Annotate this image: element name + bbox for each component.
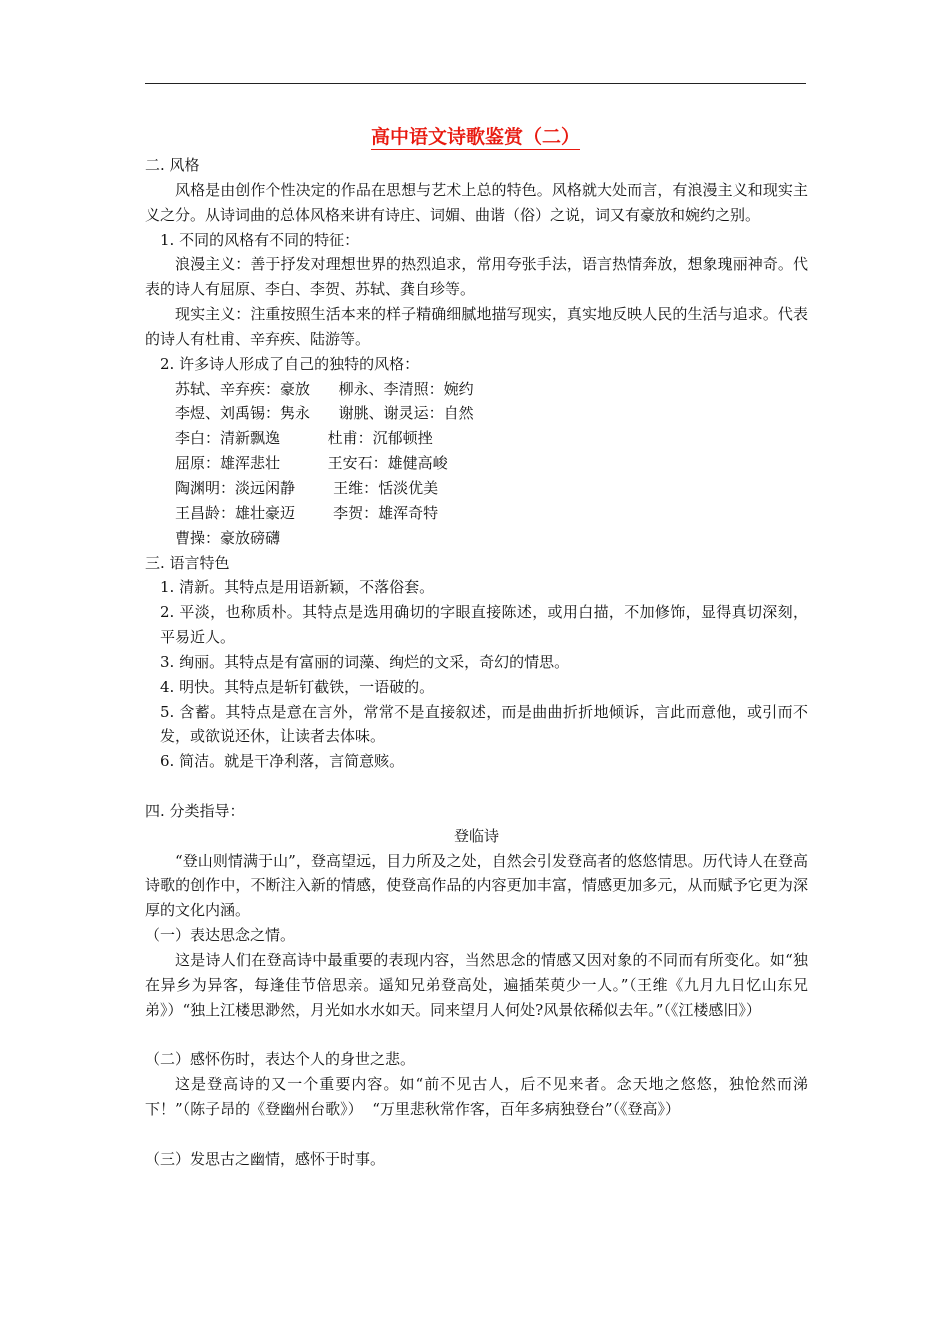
- category-heading-2: （二）感怀伤时，表达个人的身世之悲。: [145, 1050, 416, 1069]
- language-item: 5. 含蓄。其特点是意在言外，常常不是直接叙述，而是曲曲折折地倾诉，言此而意他，或引而不发，或欲说还休，让读者去体味。: [160, 702, 808, 746]
- poet-style-line: 陶渊明：淡远闲静 王维：恬淡优美: [175, 478, 439, 497]
- subsection-title: 登临诗: [453, 826, 499, 845]
- poet-style-line: 王昌龄：雄壮豪迈 李贺：雄浑奇特: [175, 503, 439, 522]
- romanticism-paragraph: 浪漫主义：善于抒发对理想世界的热烈追求，常用夸张手法，语言热情奔放，想象瑰丽神奇。代表的诗人有屈原、李白、李贺、苏轼、龚自珍等。: [145, 255, 808, 299]
- spacer: [145, 1122, 808, 1147]
- section-heading-style: 二. 风格: [145, 156, 200, 174]
- poet-style-line: 苏轼、辛弃疾：豪放 柳永、李清照：婉约: [175, 379, 474, 398]
- section-heading-guidance: 四. 分类指导：: [145, 801, 245, 820]
- document-body: [145, 153, 808, 1172]
- category-body-2: 这是登高诗的又一个重要内容。如“前不见古人，后不见来者。念天地之悠悠，独怆然而涕下！”（陈子昂的《登幽州台歌》） “万里悲秋常作客，百年多病独登台”（《登高》）: [145, 1075, 808, 1119]
- category-heading-1: （一）表达思念之情。: [145, 926, 296, 945]
- poet-style-line: 曹操：豪放磅礴: [175, 528, 281, 547]
- spacer: [145, 1023, 808, 1048]
- language-item: 3. 绚丽。其特点是有富丽的词藻、绚烂的文采，奇幻的情思。: [160, 652, 570, 671]
- category-body-1: 这是诗人们在登高诗中最重要的表现内容，当然思念的情感又因对象的不同而有所变化。如“独在异乡为异客，每逢佳节倍思亲。遥知兄弟登高处，遍插茱萸少一人。”（王维《九月九日忆山东兄弟》）“独上江楼思渺然，月光如水水如天。同来望月人何处?风景依稀似去年。”（《江楼感旧》）: [145, 951, 808, 1019]
- poet-style-line: 李白：清新飘逸 杜甫：沉郁顿挫: [175, 429, 433, 448]
- style-item-2: 2. 许多诗人形成了自己的独特的风格：: [160, 354, 420, 373]
- spacer: [145, 774, 808, 799]
- poet-style-line: 李煜、刘禹锡：隽永 谢朓、谢灵运：自然: [175, 404, 474, 423]
- document-title: 高中语文诗歌鉴赏（二）: [370, 126, 580, 148]
- language-item: 1. 清新。其特点是用语新颖，不落俗套。: [160, 578, 435, 597]
- language-item: 2. 平淡，也称质朴。其特点是选用确切的字眼直接陈述，或用白描，不加修饰，显得真切深刻，平易近人。: [160, 603, 808, 647]
- poet-style-line: 屈原：雄浑悲壮 王安石：雄健高峻: [175, 454, 448, 473]
- header-rule: [145, 83, 806, 84]
- style-item-1: 1. 不同的风格有不同的特征：: [160, 230, 360, 249]
- language-item: 4. 明快。其特点是斩钉截铁，一语破的。: [160, 677, 435, 696]
- realism-paragraph: 现实主义：注重按照生活本来的样子精确细腻地描写现实，真实地反映人民的生活与追求。代表的诗人有杜甫、辛弃疾、陆游等。: [145, 305, 808, 348]
- style-intro-paragraph: 风格是由创作个性决定的作品在思想与艺术上总的特色。风格就大处而言，有浪漫主义和现实主义之分。从诗词曲的总体风格来讲有诗庄、词媚、曲谐（俗）之说，词又有豪放和婉约之别。: [145, 180, 808, 224]
- language-item: 6. 简洁。就是干净利落，言简意赅。: [160, 752, 405, 771]
- section-heading-language: 三. 语言特色: [145, 553, 230, 572]
- climbing-poem-intro: “登山则情满于山”，登高望远，目力所及之处，自然会引发登高者的悠悠情思。历代诗人在登高诗歌的创作中，不断注入新的情感，使登高作品的内容更加丰富，情感更加多元，从而赋予它更为深厚的文化内涵。: [145, 851, 808, 920]
- category-heading-3: （三）发思古之幽情，感怀于时事。: [145, 1149, 386, 1168]
